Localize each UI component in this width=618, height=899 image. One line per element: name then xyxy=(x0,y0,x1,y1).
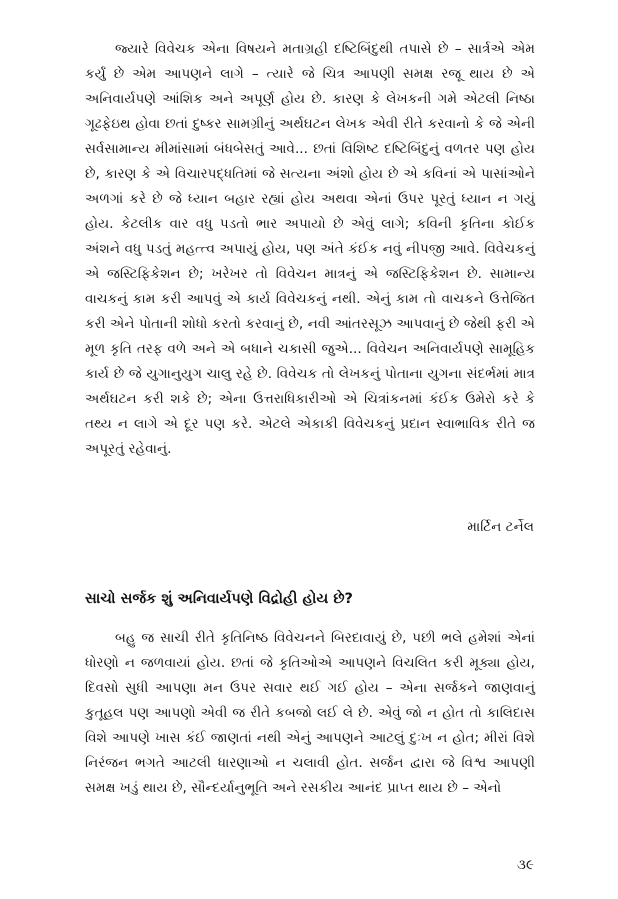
page-number: ૩૯ xyxy=(516,857,534,873)
body-paragraph-1: જ્યારે વિવેચક એના વિષયને મતાગ્રહી દષ્ટિબિંદુથી તપાસે છે – સાર્ત્રએ એમ કર્યું છે એમ આપણને લાગે – ત્યારે જે ચિત્ર આપણી સમક્ષ રજૂ થાય છે એ અનિવાર્યપણે આંશિક અને અપૂર્ણ હોય છે. કારણ કે લેખકની ગમે એટલી નિષ્ઠા ગૂઢફેઇથ હોવા છતાં દુષ્કર સામગ્રીનું અર્થઘટન લેખક એવી રીતે કરવાનો કે જે એની સર્વસામાન્ય મીમાંસામાં બંધબેસતું આવે... છતાં વિશિષ્ટ દષ્ટિબિંદુનું વળતર પણ હોય છે, કારણ કે એ વિચારપદ્ધતિમાં જે સત્યના અંશો હોય છે એ કવિનાં એ પાસાંઓને અળગાં કરે છે જે ધ્યાન બહાર રહ્યાં હોય અથવા એનાં ઉપર પૂરતું ધ્યાન ન ગયું હોય. કેટલીક વાર વધુ પડતો ભાર અપાયો છે એવું લાગે; કવિની કૃતિના કોઈક અંશને વધુ પડતું મહત્ત્વ અપાયું હોય, પણ અંતે કંઈક નવું નીપજી આવે. વિવેચકનું એ જસ્ટિફિકેશન છે; ખરેખર તો વિવેચન માત્રનું એ જસ્ટિફિકેશન છે. સામાન્ય વાચકનું કામ કરી આપવું એ કાર્ય વિવેચકનું નથી. એનું કામ તો વાચકને ઉત્તેજિત કરી એને પોતાની શોધો કરતો કરવાનું છે, નવી આંતરસૂઝ આપવાનું છે જેથી ફરી એ મૂળ કૃતિ તરફ વળે અને એ બધાને ચકાસી જુએ... વિવેચન અનિવાર્યપણે સામૂહિક કાર્ય છે જે યુગાનુયુગ ચાલુ રહે છે. વિવેચક તો લેખકનું પોતાના યુગના સંદર્ભમાં માત્ર અર્થઘટન કરી શકે છે; એના ઉત્તરાધિકારીઓ એ ચિત્રાંકનમાં કંઈક ઉમેરો કરે કે તથ્ય ન લાગે એ દૂર પણ કરે. એટલે એકાકી વિવેચકનું પ્રદાન સ્વાભાવિક રીતે જ અપૂરતું રહેવાનું. xyxy=(85,41,535,457)
body-paragraph-2: બહુ જ સાચી રીતે કૃતિનિષ્ઠ વિવેચનને બિરદાવાયું છે, પછી ભલે હમેશાં એનાં ધોરણો ન જળવાયાં હોય. છતાં જે કૃતિઓએ આપણને વિચલિત કરી મૂક્યા હોય, દિવસો સુધી આપણા મન ઉપર સવાર થઈ ગઈ હોય – એના સર્જકને જાણવાનું કુતૂહલ પણ આપણો એવી જ રીતે કબજો લઈ લે છે. એવું જો ન હોત તો કાલિદાસ વિશે આપણે ખાસ કંઈ જાણતાં નથી એનું આપણને આટલું દુઃખ ન હોત; મીરાં વિશે નિરંજન ભગતે આટલી ધારણાઓ ન ચલાવી હોત. સર્જન દ્વારા જે વિશ્વ આપણી સમક્ષ ખડું થાય છે, સૌન્દર્યાનુભૂતિ અને રસકીય આનંદ પ્રાપ્ત થાય છે – એનો xyxy=(85,630,535,796)
author-attribution: માર્ટિન ટર્નેલ xyxy=(467,519,534,535)
section-heading: સાચો સર્જક શું અનિવાર્યપણે વિદ્રોહી હોય છે? xyxy=(85,591,353,607)
